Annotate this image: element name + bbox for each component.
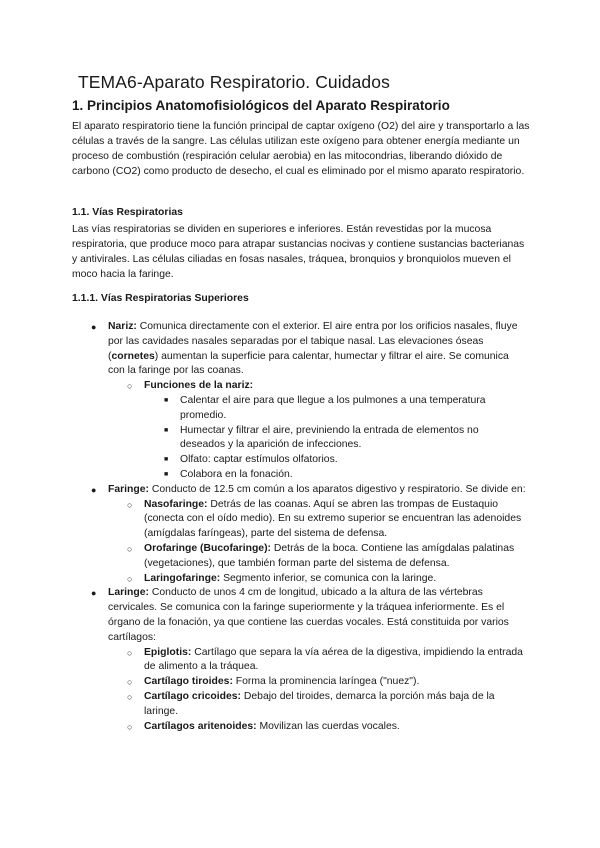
part-label: Nasofaringe: [144, 498, 208, 510]
nariz-cornetes: cornetes [111, 350, 155, 362]
bullet-circle-icon: ○ [127, 721, 133, 732]
part-text: Forma la prominencia laríngea ("nuez"). [232, 676, 420, 688]
list-item-laringe-part [127, 675, 528, 690]
part-label: Cartílago tiroides: [144, 676, 233, 688]
funcion-text: Olfato: captar estímulos olfatorios. [180, 454, 338, 466]
part-text: Detrás de la boca. Contiene las amígdalas palatinas (vegetaciones), que también forman parte del sistema de defensa. [144, 542, 515, 569]
bullet-disc-icon: ● [91, 588, 97, 599]
funciones-nariz-label: Funciones de la nariz: [144, 380, 254, 392]
bullet-disc-icon: ● [91, 484, 97, 495]
part-label: Epiglotis: [144, 646, 192, 658]
bullet-circle-icon: ○ [127, 381, 133, 392]
part-text: Movilizan las cuerdas vocales. [256, 720, 400, 732]
part-text: Debajo del tiroides, demarca la porción más baja de la laringe. [144, 690, 495, 717]
part-label: Cartílagos aritenoides: [144, 720, 257, 732]
list-item-faringe-part [127, 498, 528, 542]
list-item-funcion [164, 424, 500, 454]
list-item-laringe-part [127, 720, 528, 735]
page-title: TEMA6-Aparato Respiratorio. Cuidados [78, 72, 390, 92]
part-label: Orofaringe (Bucofaringe): [144, 542, 272, 554]
section-1-1-heading: 1.1. Vías Respiratorias [72, 207, 183, 218]
part-label: Cartílago cricoides: [144, 690, 242, 702]
nariz-label: Nariz: [108, 321, 137, 332]
bullet-circle-icon: ○ [127, 573, 133, 584]
faringe-label: Faringe: [108, 483, 149, 495]
bullet-square-icon: ■ [164, 426, 169, 434]
part-text: Segmento inferior, se comunica con la laringe. [220, 572, 437, 584]
nariz-text-a: Comunica directamente con el exterior. El aire entra por los orificios nasales, fluye por las cavidades nasales separadas por el tabique nasal. Las elevaciones óseas ( [108, 321, 518, 362]
bullet-circle-icon: ○ [127, 543, 133, 554]
bullet-square-icon: ■ [164, 456, 169, 464]
list-item-funcion [164, 468, 500, 483]
bullet-square-icon: ■ [164, 396, 169, 404]
nariz-text-b: ) aumentan la superficie para calentar, humectar y filtrar el aire. Se comunica con la faringe por las coanas. [108, 350, 509, 377]
list-item-faringe-part [127, 572, 528, 587]
upper-airways-list [0, 320, 600, 734]
list-item-laringe-part [127, 646, 528, 676]
bullet-disc-icon: ● [91, 322, 97, 332]
funcion-text: Colabora en la fonación. [180, 468, 293, 480]
part-label: Laringofaringe: [144, 572, 221, 584]
bullet-circle-icon: ○ [127, 691, 133, 702]
list-item-funciones-nariz [127, 379, 528, 394]
bullet-circle-icon: ○ [127, 677, 133, 688]
section-1-1-1-heading: 1.1.1. Vías Respiratorias Superiores [72, 293, 249, 304]
list-item-laringe-part [127, 690, 528, 720]
section-1-paragraph: El aparato respiratorio tiene la función principal de captar oxígeno (O2) del aire y transportarlo a las células a través de la sangre. Las células utilizan este oxígeno para obtener energía mediante un proceso de combustión (respiración celular aerobia) en las mitocondrias, liberando dióxido de carbono (CO2) como producto de desecho, el cual es eliminado por el mismo aparato respiratorio. [72, 121, 530, 177]
section-1-1-paragraph: Las vías respiratorias se dividen en superiores e inferiores. Están revestidas por la mucosa respiratoria, que produce moco para atrapar sustancias nocivas y contiene sustancias bacterianas y antivirales. Las células ciliadas en fosas nasales, tráquea, bronquios y bronquiolos mueven el moco hacia la faringe. [72, 224, 525, 280]
laringe-text: Conducto de unos 4 cm de longitud, ubicado a la altura de las vértebras cervicales. Se comunica con la faringe superiormente y la tráquea inferiormente. Es el órgano de la fonación, ya que contiene las cuerdas vocales. Está constituida por varios cartílagos: [108, 587, 509, 643]
list-item-faringe-part [127, 542, 528, 572]
bullet-circle-icon: ○ [127, 647, 133, 658]
list-item-funcion [164, 453, 500, 468]
laringe-label: Laringe: [108, 587, 149, 599]
bullet-circle-icon: ○ [127, 499, 133, 510]
list-item-nariz [91, 320, 528, 379]
list-item-faringe [91, 483, 528, 498]
part-text: Cartílago que separa la vía aérea de la digestiva, impidiendo la entrada de alimento a la tráquea. [144, 646, 523, 673]
list-item-laringe [91, 586, 528, 645]
faringe-text: Conducto de 12.5 cm común a los aparatos digestivo y respiratorio. Se divide en: [149, 483, 526, 495]
list-item-funcion [164, 394, 500, 424]
funcion-text: Humectar y filtrar el aire, previniendo la entrada de elementos no deseados y la aparición de infecciones. [180, 424, 479, 451]
section-1-heading: 1. Principios Anatomofisiológicos del Aparato Respiratorio [72, 98, 450, 113]
bullet-square-icon: ■ [164, 470, 169, 478]
part-text: Detrás de las coanas. Aquí se abren las trompas de Eustaquio (conecta con el oído medio). En su extremo superior se encuentran las adenoides (amígdalas faríngeas), parte del sistema de defensa. [144, 498, 522, 540]
funcion-text: Calentar el aire para que llegue a los pulmones a una temperatura promedio. [180, 394, 486, 421]
